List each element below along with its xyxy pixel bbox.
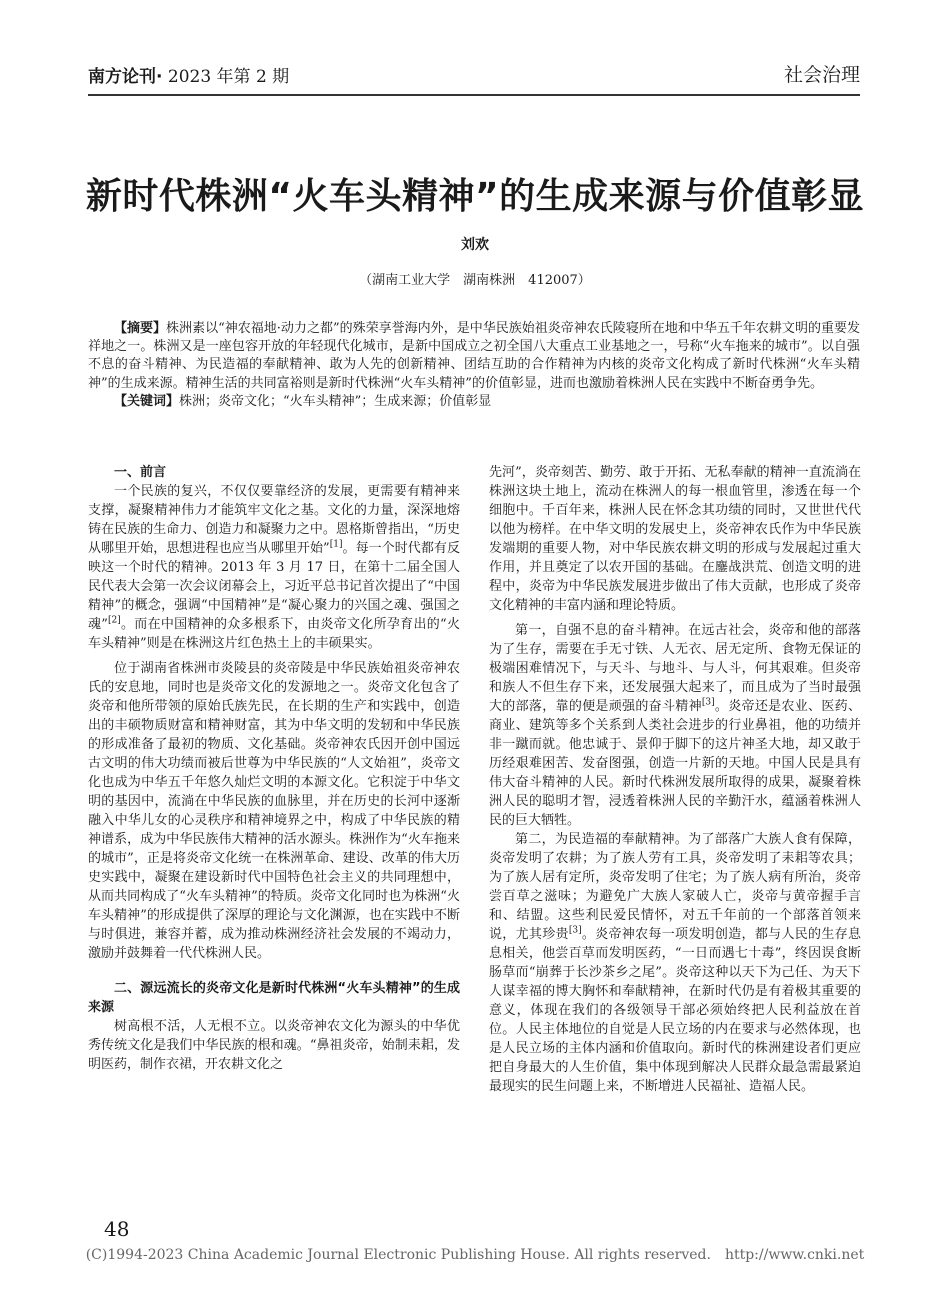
paragraph-text: 第一，自强不息的奋斗精神。在远古社会，炎帝和他的部落为了生存，需要在手无寸铁、人无衣、居无定所、食物无保证的极端困难情况下，与天斗、与地斗、与人斗，何其艰难。但炎帝和族人不但生存下来，还发展强大起来了，而且成为了当时最强大的部落，靠的便是顽强的奋斗精神 bbox=[489, 623, 861, 714]
issue-label: 2023 年第 2 期 bbox=[167, 67, 290, 87]
body-paragraph bbox=[489, 621, 861, 830]
body-paragraph bbox=[88, 482, 460, 653]
journal-name: 南方论刊· bbox=[88, 67, 163, 87]
body-paragraph bbox=[489, 830, 861, 1096]
paragraph-text: 。而在中国精神的众多根系下，由炎帝文化所孕育出的“火车头精神”则是在株洲这片红色热土上的丰硕果实。 bbox=[88, 617, 460, 651]
journal-info bbox=[88, 62, 289, 87]
abstract-paragraph bbox=[88, 320, 860, 393]
body-paragraph: 位于湖南省株洲市炎陵县的炎帝陵是中华民族始祖炎帝神农氏的安息地，同时也是炎帝文化的发源地之一。炎帝文化包含了炎帝和他所带领的原始氏族先民，在长期的生产和实践中，创造出的丰硕物质财富和精神财富，其为中华文明的发轫和中华民族的形成准备了最初的物质、文化基础。炎帝神农氏因开创中国远古文明的伟大功绩而被后世尊为中华民族的“人文始祖”，炎帝文化也成为中华五千年悠久灿烂文明的本源文化。它积淀于中华文明的基因中，流淌在中华民族的血脉里，并在历史的长河中逐渐融入中华儿女的心灵秩序和精神境界之中，构成了中华民族的精神谱系，成为中华民族伟大精神的活水源头。株洲作为“火车拖来的城市”，正是将炎帝文化统一在株洲革命、建设、改革的伟大历史实践中，凝聚在建设新时代中国特色社会主义的共同理想中，从而共同构成了“火车头精神”的特质。炎帝文化同时也为株洲“火车头精神”的形成提供了深厚的理论与文化渊源，也在实践中不断与时俱进，兼容并蓄，成为推动株洲经济社会发展的不竭动力，激励并鼓舞着一代代株洲人民。 bbox=[88, 661, 460, 961]
citation-ref: [3] bbox=[701, 697, 715, 708]
section-heading-2: 二、源远流长的炎帝文化是新时代株洲“火车头精神”的生成来源 bbox=[88, 981, 460, 1015]
header-rule bbox=[88, 94, 860, 96]
running-header bbox=[88, 58, 860, 92]
paragraph-text: 。炎帝神农每一项发明创造，都与人民的生存息息相关，他尝百草而发明医药，“一日而遇七十毒”，终因误食断肠草而“崩葬于长沙茶乡之尾”。炎帝这种以天下为己任、为天下人谋幸福的博大胸怀和奉献精神，在新时代仍是有着极其重要的意义，体现在我们的各级领导干部必须始终把人民利益放在首位。人民主体地位的自觉是人民立场的内在要求与必然体现，也是人民立场的主体内涵和价值取向。新时代的株洲建设者们更应把自身最大的人生价值，集中体现到解决人民群众最急需最紧迫最现实的民生问题上来，不断增进人民福祉、造福人民。 bbox=[489, 927, 861, 1094]
section-heading-1: 一、前言 bbox=[114, 465, 167, 480]
body-column-right bbox=[489, 463, 861, 1096]
citation-ref: [2] bbox=[107, 615, 121, 626]
abstract-label: 【摘要】 bbox=[114, 321, 167, 336]
body-paragraph: 树高根不活，人无根不立。以炎帝神农文化为源头的中华优秀传统文化是我们中华民族的根和魂。“鼻祖炎帝，始制耒耜，发明医药，制作衣裙，开农耕文化之 bbox=[88, 1019, 460, 1072]
body-column-left bbox=[88, 463, 460, 1074]
copyright-notice: (C)1994-2023 China Academic Journal Electronic Publishing House. All rights reserved. http://www.cnki.net bbox=[85, 1247, 865, 1263]
keywords-text: 株洲；炎帝文化；“火车头精神”；生成来源；价值彰显 bbox=[179, 393, 492, 409]
page-number: 48 bbox=[104, 1217, 130, 1241]
affiliation: （湖南工业大学 湖南株洲 412007） bbox=[359, 273, 591, 288]
body-paragraph: 先河”，炎帝刻苦、勤劳、敢于开拓、无私奉献的精神一直流淌在株洲这块土地上，流动在株洲人的每一根血管里，渗透在每一个细胞中。千百年来，株洲人民在怀念其功绩的同时，又世世代代以他为榜样。在中华文明的发展史上，炎帝神农氏作为中华民族发端期的重要人物，对中华民族农耕文明的形成与发展起过重大作用，并且奠定了以农开国的基础。在鏖战洪荒、创造文明的进程中，炎帝为中华民族发展进步做出了伟大贡献，也形成了炎帝文化精神的丰富内涵和理论特质。 bbox=[489, 465, 861, 613]
section-label: 社会治理 bbox=[783, 64, 860, 86]
keywords-label: 【关键词】 bbox=[114, 393, 180, 409]
article-title: 新时代株洲“火车头精神”的生成来源与价值彰显 bbox=[85, 176, 865, 217]
paragraph-text: 一个民族的复兴，不仅仅要靠经济的发展，更需要有精神来支撑，凝聚精神伟力才能筑牢文化之基。文化的力量，深深地熔铸在民族的生命力、创造力和凝聚力之中。恩格斯曾指出，“历史从哪里开始，思想进程也应当从哪里开始” bbox=[88, 484, 460, 556]
author-name: 刘欢 bbox=[461, 237, 489, 253]
citation-ref: [1] bbox=[329, 539, 343, 550]
keywords-paragraph bbox=[88, 393, 860, 411]
abstract-text: 株洲素以“神农福地·动力之都”的殊荣享誉海内外，是中华民族始祖炎帝神农氏陵寝所在地和中华五千年农耕文明的重要发祥地之一。株洲又是一座包容开放的年轻现代化城市，是新中国成立之初全国八大重点工业基地之一，号称“火车拖来的城市”。以自强不息的奋斗精神、为民造福的奉献精神、敢为人先的创新精神、团结互助的合作精神为内核的炎帝文化构成了新时代株洲“火车头精神”的生成来源。精神生活的共同富裕则是新时代株洲“火车头精神”的价值彰显，进而也激励着株洲人民在实践中不断奋勇争先。 bbox=[88, 321, 860, 391]
paragraph-text: 。炎帝还是农业、医药、商业、建筑等多个关系到人类社会进步的行业鼻祖，他的功绩并非一蹴而就。他忠诚于、景仰于脚下的这片神圣大地，却又敢于历经艰难困苦、发奋图强，创造一片新的天地。中国人民是具有伟大奋斗精神的人民。新时代株洲发展所取得的成果，凝聚着株洲人民的聪明才智，浸透着株洲人民的辛勤汗水，蕴涵着株洲人民的巨大牺牲。 bbox=[489, 699, 861, 828]
abstract-block bbox=[88, 320, 860, 411]
paragraph-text: 。每一个时代都有反映这一个时代的精神。2013 年 3 月 17 日，在第十二届全国人民代表大会第一次会议闭幕会上，习近平总书记首次提出了“中国精神”的概念，强调“中国精神”是“凝心聚力的兴国之魂、强国之魂” bbox=[88, 541, 460, 632]
citation-ref: [3] bbox=[568, 925, 582, 936]
paragraph-text: 第二，为民造福的奉献精神。为了部落广大族人食有保障，炎帝发明了农耕；为了族人劳有工具，炎帝发明了耒耜等农具；为了族人居有定所，炎帝发明了住宅；为了族人病有所治，炎帝尝百草之滋味；为避免广大族人家破人亡，炎帝与黄帝握手言和、结盟。这些利民爱民情怀，对五千年前的一个部落首领来说，尤其珍贵 bbox=[489, 832, 861, 942]
